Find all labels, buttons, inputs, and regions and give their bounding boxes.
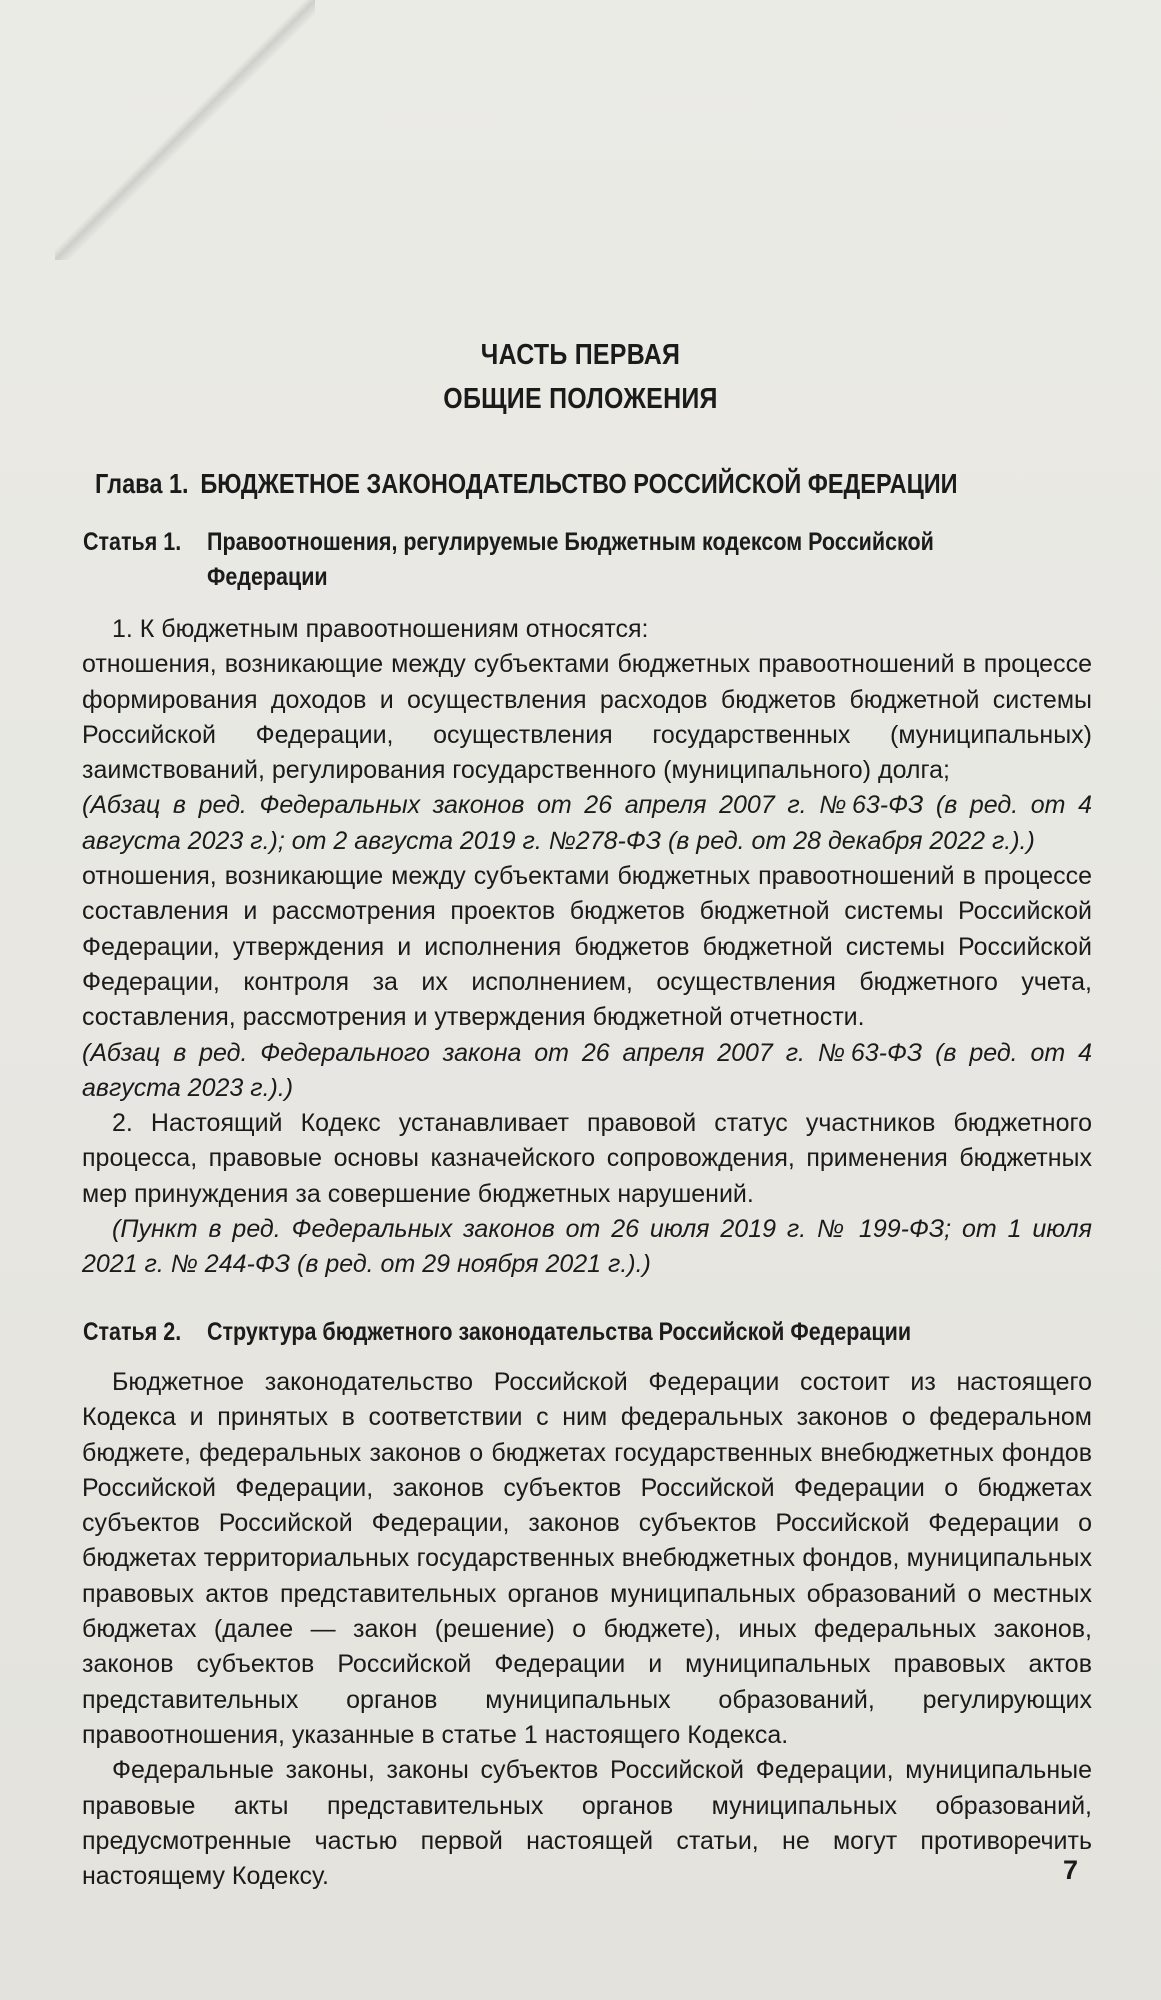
article-2-body [82,1365,1092,1894]
part-heading [81,333,1079,421]
article-2-label: Статья 2. [83,1318,182,1346]
part-title: ЧАСТЬ ПЕРВАЯ [480,339,681,371]
paragraph: отношения, возникающие между субъектами бюджетных правоотношений в процессе составления и рассмотрения проектов бюджетов бюджетной системы Российской Федерации, утверждения и исполнения бюджетов бюджетной системы Российской Федерации, контроля за их исполнением, осуществления бюджетного учета, составления, рассмотрения и утверждения бюджетной отчетности. [82,862,1092,1032]
article-1-title: Правоотношения, регулируемые Бюджетным кодексом Российской Федерации [207,528,934,591]
article-1-body [82,612,1092,1283]
amendment-note: (Пункт в ред. Федеральных законов от 26 июля 2019 г. № 199-ФЗ; от 1 июля 2021 г. № 244-ФЗ (в ред. от 29 ноября 2021 г.).) [82,1215,1092,1279]
page-number: 7 [1062,1855,1078,1885]
article-2-title: Структура бюджетного законодательства Российской Федерации [207,1318,912,1346]
paragraph: 2. Настоящий Кодекс устанавливает правовой статус участников бюджетного процесса, правовые основы казначейского сопровождения, применения бюджетных мер принуждения за совершение бюджетных нарушений. [82,1109,1092,1208]
paragraph: Федеральные законы, законы субъектов Российской Федерации, муниципальные правовые акты представительных органов муниципальных образований, предусмотренные частью первой настоящей статьи, не могут противоречить настоящему Кодексу. [82,1756,1092,1891]
paragraph: Бюджетное законодательство Российской Федерации состоит из настоящего Кодекса и принятых в соответствии с ним федеральных законов о федеральном бюджете, федеральных законов о бюджетах государственных внебюджетных фондов Российской Федерации, законов субъектов Российской Федерации о бюджетах субъектов Российской Федерации, законов субъектов Российской Федерации о бюджетах территориальных государственных внебюджетных фондов, муниципальных правовых актов представительных органов муниципальных образований о местных бюджетах (далее — закон (решение) о бюджете), иных федеральных законов, законов субъектов Российской Федерации и муниципальных правовых актов представительных органов муниципальных образований, регулирующих правоотношения, указанные в статье 1 настоящего Кодекса. [82,1368,1092,1749]
article-1-label: Статья 1. [83,528,182,556]
amendment-note: (Абзац в ред. Федеральных законов от 26 апреля 2007 г. №63-ФЗ (в ред. от 4 августа 2023 г.); от 2 августа 2019 г. №278-ФЗ (в ред. от 28 декабря 2022 г.).) [82,791,1092,855]
paragraph: 1. К бюджетным правоотношениям относятся: [112,615,649,643]
paragraph: отношения, возникающие между субъектами бюджетных правоотношений в процессе формирования доходов и осуществления расходов бюджетов бюджетной системы Российской Федерации, осуществления государственных (муниципальных) заимствований, регулирования государственного (муниципального) долга; [82,650,1092,785]
chapter-title: БЮДЖЕТНОЕ ЗАКОНОДАТЕЛЬСТВО РОССИЙСКОЙ ФЕДЕРАЦИИ [200,468,958,499]
amendment-note: (Абзац в ред. Федерального закона от 26 апреля 2007 г. №63-ФЗ (в ред. от 4 августа 2023 г.).) [82,1038,1092,1102]
page-crease [55,0,315,260]
chapter-heading [95,468,958,500]
chapter-label: Глава 1. [95,468,189,499]
part-subtitle: ОБЩИЕ ПОЛОЖЕНИЯ [443,383,718,415]
